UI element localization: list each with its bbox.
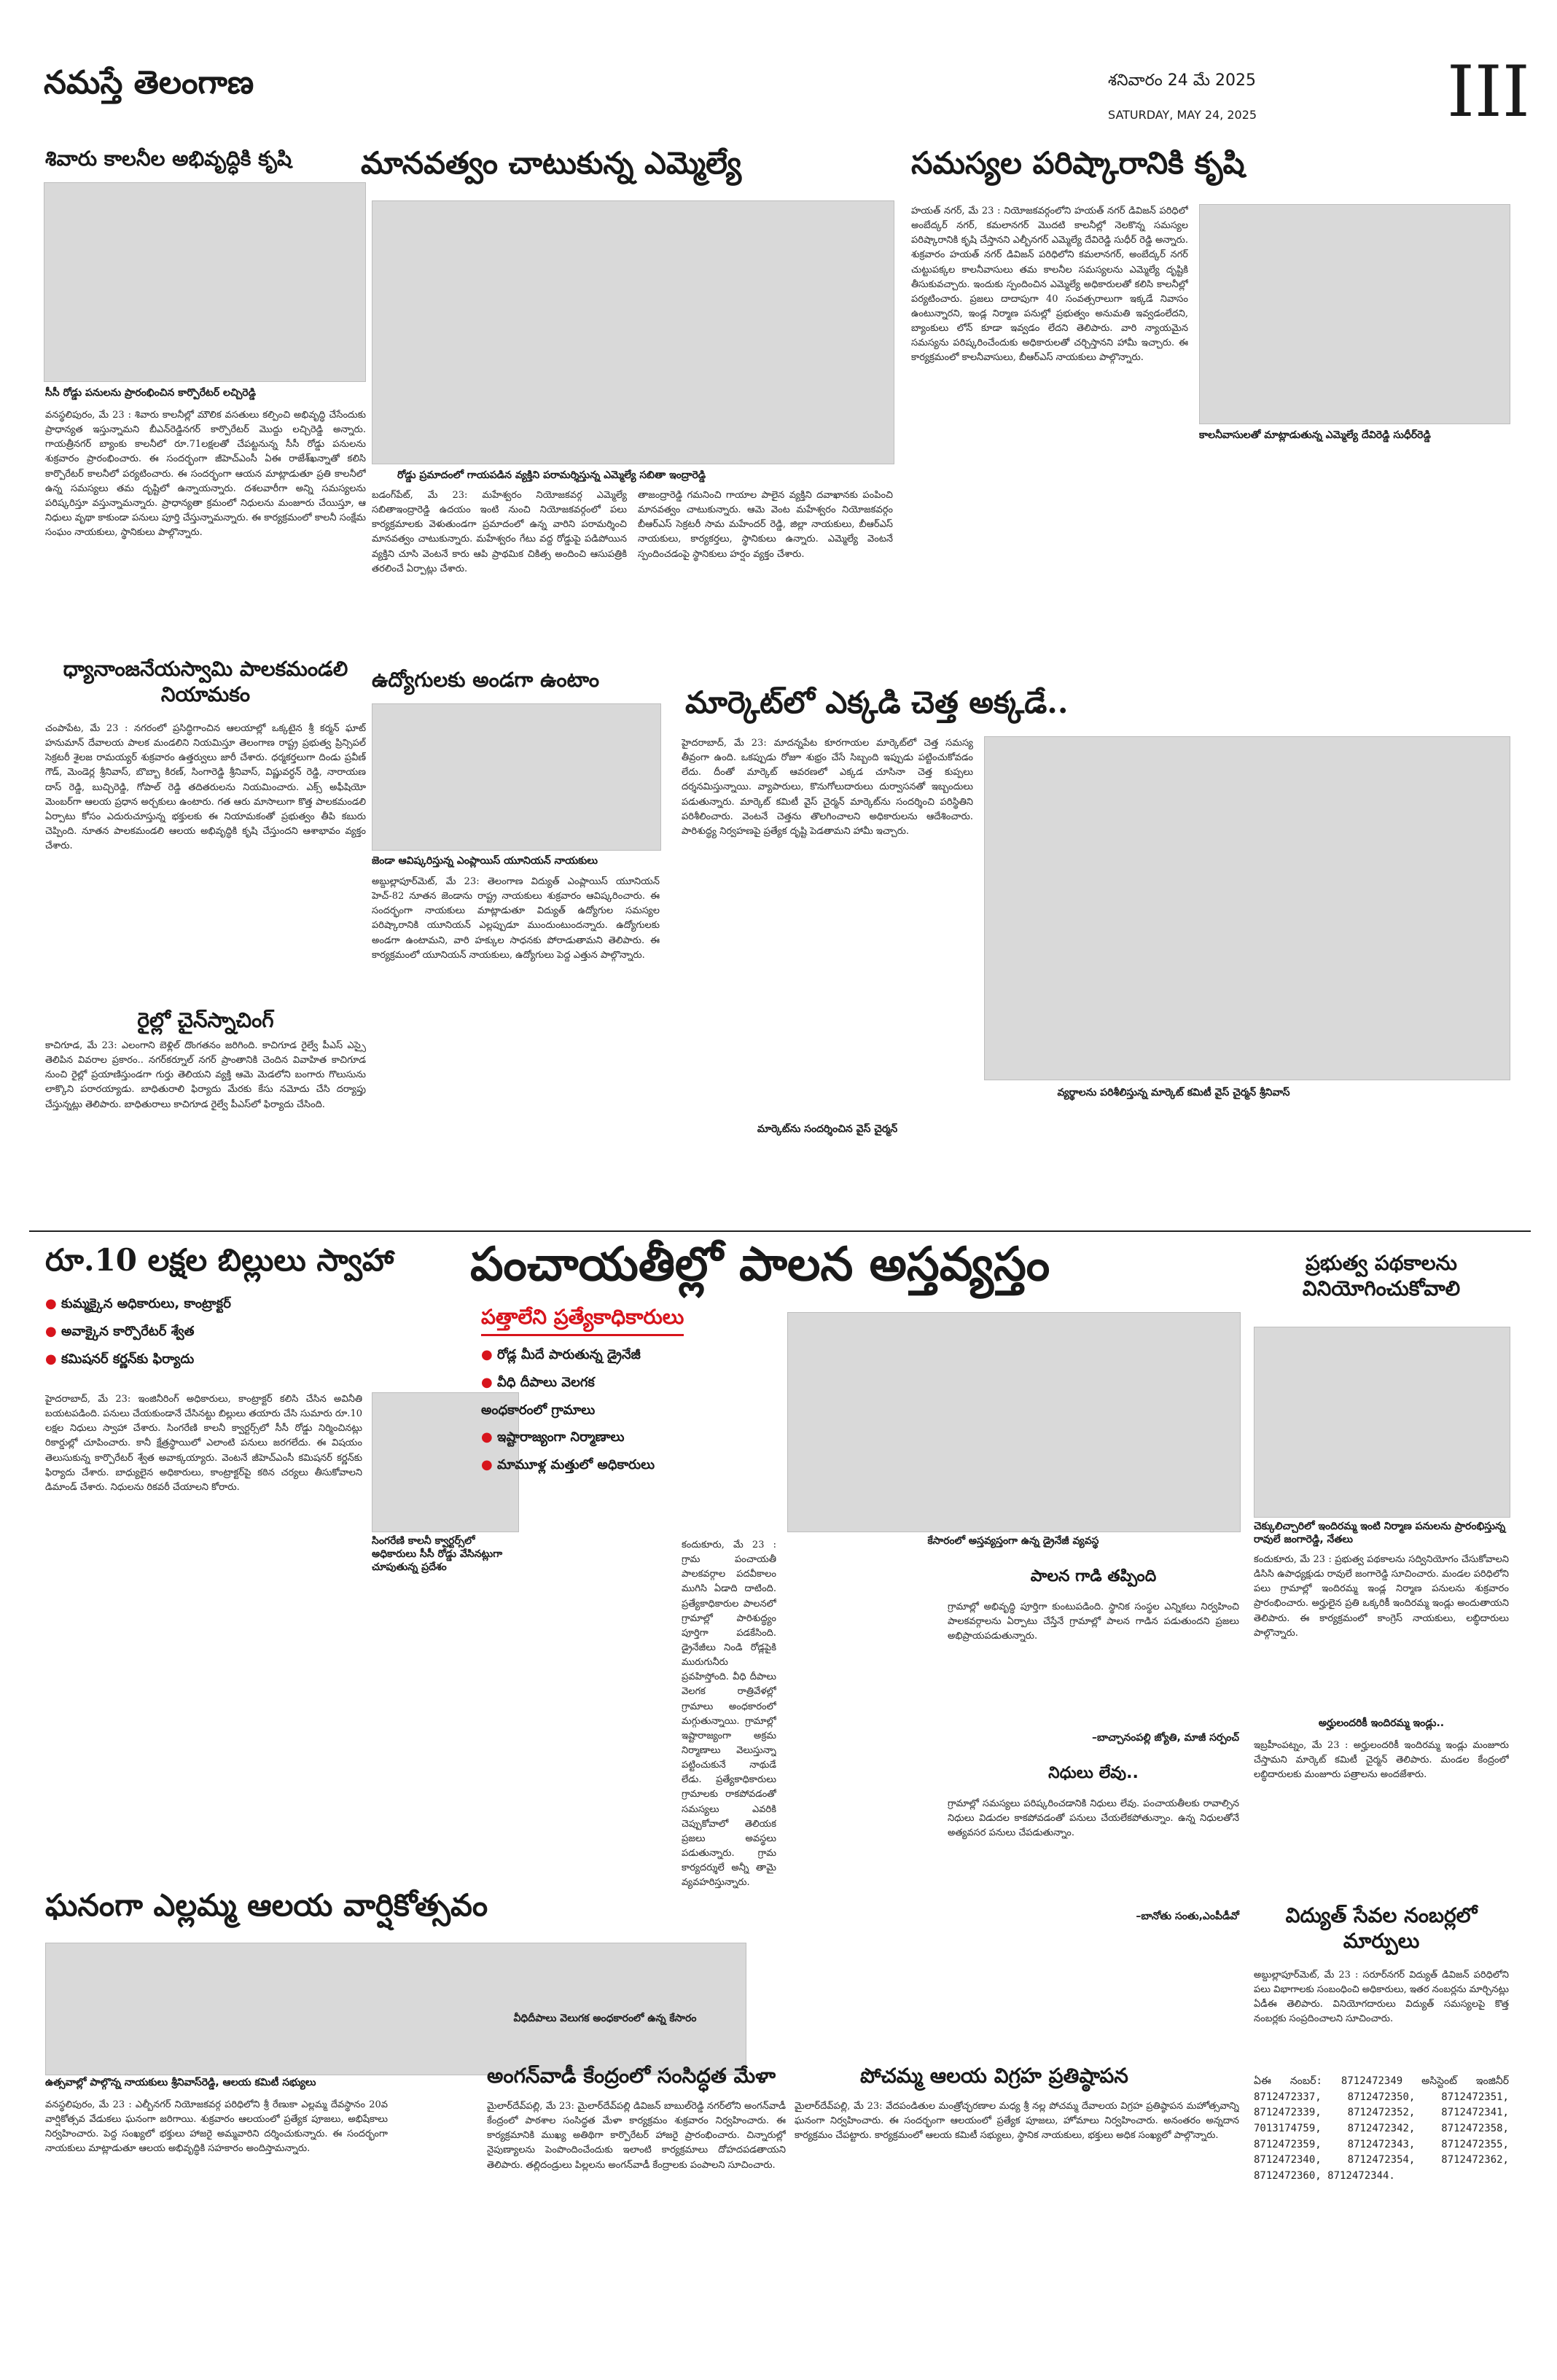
story2-photo [372, 200, 894, 464]
story14-body: మైలార్‌దేవ్‌పల్లి, మే 23: వేదపండితుల మంత్రోచ్ఛరణాల మధ్య శ్రీ నల్ల పోచమ్మ దేవాలయ విగ్రహ ప్రతిష్ఠాపన మహోత్సవాన్ని ఘనంగా నిర్వహించారు. ఈ సందర్భంగా ఆలయంలో ప్రత్యేక పూజలు, హోమాలు నిర్వహించారు. అనంతరం అన్నదాన కార్యక్రమం చేపట్టారు. కార్యక్రమంలో ఆలయ కమిటీ సభ్యులు, స్థానిక నాయకులు, భక్తులు అధిక సంఖ్యలో పాల్గొన్నారు. [795, 2101, 1239, 2142]
story12-headline: ఘనంగా ఎల్లమ్మ ఆలయ వార్షికోత్సవం [45, 1887, 488, 1923]
story6-caption: జెండా ఆవిష్కరిస్తున్న ఎంప్లాయిస్ యూనియన్ నాయకులు [372, 855, 598, 867]
story10-headline: ప్రభుత్వ పథకాలను వినియోగించుకోవాలి [1302, 1251, 1461, 1300]
story5-headline: రైల్లో చైన్‌స్నాచింగ్ [137, 1008, 274, 1032]
story9-bullet: అంధకారంలో గ్రామాలు [481, 1402, 596, 1418]
story13-headline: అంగన్‌వాడీ కేంద్రంలో సంసిద్ధత మేళా [487, 2064, 776, 2088]
story7-body: హైదరాబాద్, మే 23: మాదన్నపేట కూరగాయల మార్కెట్‌లో చెత్త సమస్య తీవ్రంగా ఉంది. ఒకప్పుడు రోజూ శుభ్రం చేసే సిబ్బంది ఇప్పుడు పట్టించుకోవడం లేదు. దీంతో మార్కెట్ ఆవరణలో ఎక్కడ చూసినా చెత్త కుప్పలు దర్శనమిస్తున్నాయి. వ్యాపారులు, కొనుగోలుదారులు దుర్వాసనతో ఇబ్బందులు పడుతున్నారు. మార్కెట్ కమిటీ వైస్ చైర్మన్ మార్కెట్‌ను సందర్శించి పరిస్థితిని పరిశీలించారు. వెంటనే చెత్తను తొలగించాలని అధికారులను ఆదేశించారు. పారిశుద్ధ్య నిర్వహణపై ప్రత్యేక దృష్టి పెడతామని హామీ ఇచ్చారు. [682, 738, 973, 837]
story9-headline: పంచాయతీల్లో పాలన అస్తవ్యస్తం [470, 1237, 1050, 1292]
story11-numbers: ఏఈ నంబర్: 8712472349 అసిస్టెంట్ ఇంజినీర్ 8712472337, 8712472350, 8712472351, 8712472339, 8712472352, 8712472341, 7013174759, 8712472342, 8712472358, 8712472359, 8712472343, 8712472355, 8712472340, 8712472354, 8712472362, 8712472360, 8712472344. [1254, 2075, 1509, 2182]
story10-photo [1254, 1327, 1510, 1518]
story6-photo [372, 703, 661, 851]
story8-caption: సింగరేణి కాలనీ క్వార్టర్స్‌లో అధికారులు సీసీ రోడ్డు వేసినట్లుగా చూపుతున్న ప్రదేశం [372, 1535, 503, 1574]
story3-body: హయత్ నగర్, మే 23 : నియోజకవర్గంలోని హయత్ నగర్ డివిజన్ పరిధిలో అంబేద్కర్ నగర్, కమలానగర్ మొదటి కాలనీల్లో నెలకొన్న సమస్యల పరిష్కారానికి కృషి చేస్తానని ఎల్బీనగర్ ఎమ్మెల్యే దేవిరెడ్డి సుధీర్ రెడ్డి అన్నారు. శుక్రవారం హయత్ నగర్ డివిజన్ పరిధిలోని కమలానగర్, అంబేద్కర్ నగర్ చుట్టుపక్కల కాలనీవాసులు తమ కాలనీల సమస్యలను ఎమ్మెల్యే దృష్టికి తీసుకువచ్చారు. ఇందుకు స్పందించిన ఎమ్మెల్యే అధికారులతో కలిసి కాలనీల్లో పర్యటించారు. ప్రజలు దాదాపుగా 40 సంవత్సరాలుగా ఇక్కడే నివాసం ఉంటున్నారని, ఇండ్ల నిర్మాణ పనుల్లో ప్రభుత్వం అనుమతి ఇవ్వడంలేదని, బ్యాంకులు లోన్ కూడా ఇవ్వడం లేదని తెలిపారు. వారి న్యాయమైన సమస్యను పరిష్కరించేందుకు అధికారులతో చర్చిస్తానని హామీ ఇచ్చారు. ఈ కార్యక్రమంలో కాలనీవాసులు, బీఆర్‌ఎస్ నాయకులు పాల్గొన్నారు. [911, 206, 1188, 364]
story9-sub1: పాలన గాడి తప్పింది [1030, 1567, 1157, 1585]
story4-headline: ధ్యానాంజనేయస్వామి పాలకమండలి నియామకం [63, 657, 348, 706]
story3-caption: కాలనీవాసులతో మాట్లాడుతున్న ఎమ్మెల్యే దేవిరెడ్డి సుధీర్‌రెడ్డి [1199, 429, 1431, 441]
story9-sub2-quote: –బానోతు సంతు,ఎంపీడీవో [1136, 1911, 1239, 1922]
story1-headline: శివారు కాలనీల అభివృద్ధికి కృషి [45, 147, 292, 171]
story6-body: అబ్దుల్లాపూర్‌మెట్, మే 23: తెలంగాణ విద్యుత్ ఎంప్లాయిస్ యూనియన్ హెచ్-82 నూతన జెండాను రాష్ట్ర నాయకులు శుక్రవారం ఆవిష్కరించారు. ఈ సందర్భంగా నాయకులు మాట్లాడుతూ విద్యుత్ ఉద్యోగుల సమస్యల పరిష్కారానికి యూనియన్ ఎల్లప్పుడూ ముందుంటుందన్నారు. ఉద్యోగులకు అండగా ఉంటామని, వారి హక్కుల సాధనకు పోరాడుతామని తెలిపారు. ఈ కార్యక్రమంలో యూనియన్ నాయకులు, ఉద్యోగులు పెద్ద ఎత్తున పాల్గొన్నారు. [372, 876, 660, 961]
story9-photo [787, 1312, 1241, 1532]
story11-headline: విద్యుత్ సేవల నంబర్లలో మార్పులు [1285, 1903, 1478, 1953]
story9-sub1-quote: –బాచ్చానంపల్లి జ్యోతి, మాజీ సర్పంచ్ [1092, 1732, 1239, 1744]
story8-bullet: ● అవాక్కైన కార్పొరేటర్ శ్వేత [45, 1323, 195, 1339]
story1-photo [44, 182, 366, 382]
story7-headline: మార్కెట్‌లో ఎక్కడి చెత్త అక్కడే.. [685, 684, 1069, 720]
story9-caption: కేసారంలో అస్తవ్యస్తంగా ఉన్న డ్రైనేజీ వ్యవస్థ [927, 1535, 1099, 1547]
story4-body: చంపాపేట, మే 23 : నగరంలో ప్రసిద్ధిగాంచిన ఆలయాల్లో ఒక్కటైన శ్రీ కర్మన్ ఘాట్ హనుమాన్ దేవాలయ పాలక మండలిని నియమిస్తూ తెలంగాణ రాష్ట్ర ప్రభుత్వ ప్రిన్సిపల్ సెక్రటరీ శైలజ రామయ్యర్ శుక్రవారం ఉత్తర్వులు జారీ చేశారు. ధర్మకర్తలుగా దిండు ప్రవీణ్ గౌడ్, మెండెర్ల శ్రీనివాస్, బొబ్బా కిరణ్, సింగారెడ్డి శ్రీనివాస్, విష్ణువర్ధన్ రెడ్డి, నారాయణ దాస్ రెడ్డి, బుచ్చిరెడ్డి, గోపాల్ రెడ్డి తదితరులను నియమించారు. ఎక్స్ అఫీషియో మెంబర్‌గా ఆలయ ప్రధాన అర్చకులు ఉంటారు. గత ఆరు మాసాలుగా కొత్త పాలకమండలి ఏర్పాటు కోసం ఎదురుచూస్తున్న భక్తులకు ఈ నియామకంతో ప్రభుత్వం తీపి కబురు చెప్పింది. నూతన పాలకమండలి ఆలయ అభివృద్ధికి కృషి చేస్తుందని ఆశాభావం వ్యక్తం చేశారు. [45, 723, 366, 852]
date-telugu: శనివారం 24 మే 2025 [1108, 71, 1257, 90]
story9-kicker: పత్తాలేని ప్రత్యేకాధికారులు [481, 1305, 684, 1336]
story13-body: మైలార్‌దేవ్‌పల్లి, మే 23: మైలార్‌దేవ్‌పల్లి డివిజన్ బాబుల్‌రెడ్డి నగర్‌లోని అంగన్‌వాడీ కేంద్రంలో పాఠశాల సంసిద్ధత మేళా కార్యక్రమం శుక్రవారం నిర్వహించారు. ఈ కార్యక్రమానికి ముఖ్య అతిథిగా కార్పొరేటర్ హాజరై ప్రారంభించారు. చిన్నారుల్లో నైపుణ్యాలను పెంపొందించేందుకు ఇలాంటి కార్యక్రమాలు దోహదపడతాయని తెలిపారు. తల్లిదండ్రులు పిల్లలను అంగన్‌వాడీ కేంద్రాలకు పంపాలని సూచించారు. [487, 2101, 786, 2171]
story3-headline: సమస్యల పరిష్కారానికి కృషి [911, 145, 1245, 181]
story8-bullet: ● కమిషనర్‌ కర్ణన్‌కు ఫిర్యాదు [45, 1351, 195, 1367]
story12-photo [45, 1943, 746, 2075]
story8-bullet: ● కుమ్మక్కైన అధికారులు, కాంట్రాక్టర్ [45, 1296, 231, 1311]
story9-sub2-body: గ్రామాల్లో సమస్యలు పరిష్కరించడానికి నిధులు లేవు. పంచాయతీలకు రావాల్సిన నిధులు విడుదల కాకపోవడంతో పనులు చేయలేకపోతున్నాం. ఉన్న నిధులతోనే అత్యవసర పనులు చేపడుతున్నాం. [948, 1798, 1239, 1839]
story9-bullet: ● మామూళ్ల మత్తులో అధికారులు [481, 1457, 655, 1473]
story2-body-a: బడంగ్‌పేట్, మే 23: మహేశ్వరం నియోజకవర్గ ఎమ్మెల్యే సబితాఇంద్రారెడ్డి ఉదయం ఇంటి నుంచి నియోజకవర్గంలో పలు కార్యక్రమాలకు వెళుతుండగా ప్రమాదంలో ఉన్న వారిని పరామర్శించి మానవత్వం చాటుకున్నారు. మహేశ్వరం గేటు వద్ద రోడ్డుపై పడిపోయిన వ్యక్తిని చూసి వెంటనే కారు ఆపి ప్రాథమిక చికిత్స అందించి ఆసుపత్రికి తరలించే ఏర్పాట్లు చేశారు. [372, 490, 627, 574]
story10-caption: చెక్కులిచ్చారిలో ఇందిరమ్మ ఇంటి నిర్మాణ పనులను ప్రారంభిస్తున్న రావులే జంగారెడ్డి, నేతలు [1254, 1521, 1506, 1546]
story9-bullets [481, 1341, 773, 1479]
story1-body: వనస్థలిపురం, మే 23 : శివారు కాలనీల్లో మౌలిక వసతులు కల్పించి అభివృద్ధి చేసేందుకు ప్రాధాన్యత ఇస్తున్నామని బీఎన్‌రెడ్డినగర్ కార్పొరేటర్ మొద్దు లచ్చిరెడ్డి అన్నారు. గాయత్రీనగర్ బ్యాంకు కాలనీలో రూ.71లక్షలతో చేపట్టనున్న సీసీ రోడ్డు పనులను శుక్రవారం ప్రారంభించారు. ఈ సందర్భంగా జీహెచ్‌ఎంసీ ఏఈ రాజేశ్‌ఖన్నాతో కలిసి కార్పొరేటర్ కాలనీలో పర్యటించారు. ఈ సందర్భంగా ఆయన మాట్లాడుతూ ప్రతి కాలనీలో ఉన్న సమస్యలు తమ దృష్టిలో ఉన్నాయన్నారు. దశలవారీగా అన్ని సమస్యలను పరిష్కరిస్తూ వస్తున్నామన్నారు. ప్రాధాన్యతా క్రమంలో నిధులను మంజూరు చేయిస్తూ, ఆ నిధులు వృథా కాకుండా పనులు పూర్తి చేస్తున్నామన్నారు. ఈ కార్యక్రమంలో కాలనీ సంక్షేమ సంఘం నాయకులు, స్థానికులు పాల్గొన్నారు. [45, 410, 366, 539]
story10-body: కందుకూరు, మే 23 : ప్రభుత్వ పథకాలను సద్వినియోగం చేసుకోవాలని డిసిసి ఉపాధ్యక్షుడు రావులే జంగారెడ్డి సూచించారు. మండల పరిధిలోని పలు గ్రామాల్లో ఇందిరమ్మ ఇండ్ల నిర్మాణ పనులను శుక్రవారం ప్రారంభించారు. అర్హులైన ప్రతి ఒక్కరికీ ఇందిరమ్మ ఇండ్లు అందుతాయని తెలిపారు. ఈ కార్యక్రమంలో కాంగ్రెస్ నాయకులు, లబ్ధిదారులు పాల్గొన్నారు. [1254, 1554, 1509, 1639]
story6-headline: ఉద్యోగులకు అండగా ఉంటాం [372, 668, 600, 692]
story2-caption: రోడ్డు ప్రమాదంలో గాయపడిన వ్యక్తిని పరామర్శిస్తున్న ఎమ్మెల్యే సబితా ఇంద్రారెడ్డి [397, 469, 706, 481]
page-number: III [1447, 51, 1530, 133]
story13-photo-caption: వీధిదీపాలు వెలుగక అంధకారంలో ఉన్న కేసారం [513, 2013, 697, 2024]
story10-subhead: అర్హులందరికీ ఇందిరమ్మ ఇండ్లు.. [1318, 1717, 1445, 1729]
story8-body: హైదరాబాద్, మే 23: ఇంజినీరింగ్ అధికారులు, కాంట్రాక్టర్ కలిసి చేసిన అవినీతి బయటపడింది. పనులు చేయకుండానే చేసినట్టు బిల్లులు తయారు చేసి సుమారు రూ.10 లక్షల నిధులు స్వాహా చేశారు. సింగరేణి కాలనీ క్వార్టర్స్‌లో సీసీ రోడ్డు నిర్మించినట్లు రికార్డుల్లో చూపించారు. కానీ క్షేత్రస్థాయిలో ఎలాంటి పనులు జరగలేదు. ఈ విషయం తెలుసుకున్న కార్పొరేటర్ శ్వేత అవాక్కయ్యారు. వెంటనే జీహెచ్‌ఎంసీ కమిషనర్ కర్ణన్‌కు ఫిర్యాదు చేశారు. బాధ్యులైన అధికారులు, కాంట్రాక్టర్‌పై కఠిన చర్యలు తీసుకోవాలని డిమాండ్ చేశారు. నిధులను రికవరీ చేయాలని కోరారు. [45, 1394, 362, 1493]
story8-bullets [45, 1290, 366, 1373]
story7-subhead: మార్కెట్‌ను సందర్శించిన వైస్ చైర్మన్ [757, 1123, 898, 1135]
masthead: నమస్తే తెలంగాణ [44, 64, 254, 101]
story5-body: కాచిగూడ, మే 23: ఎలంగాని బెళ్లిల్ దొంగతనం జరిగింది. కాచిగూడ రైల్వే పీఎస్ ఎస్సై తెలిపిన వివరాల ప్రకారం.. నగర్‌కర్నూల్ నగర్ ప్రాంతానికి చెందిన వివాహిత కాచిగూడ నుంచి రైల్లో ప్రయాణిస్తుండగా గుర్తు తెలియని వ్యక్తి ఆమె మెడలోని బంగారు గొలుసును లాక్కొని పరారయ్యాడు. బాధితురాలి ఫిర్యాదు మేరకు కేసు నమోదు చేసి దర్యాప్తు చేస్తున్నట్లు తెలిపారు. బాధితురాలు కాచిగూడ రైల్వే పీఎస్‌లో ఫిర్యాదు చేసింది. [45, 1040, 366, 1110]
story14-headline: పోచమ్మ ఆలయ విగ్రహ ప్రతిష్ఠాపన [860, 2064, 1128, 2088]
section-divider [29, 1230, 1531, 1232]
story9-bullet: ● రోడ్ల మీదే పారుతున్న డ్రైనేజీ [481, 1347, 641, 1362]
story9-sub2: నిధులు లేవు.. [1048, 1764, 1139, 1782]
story3-photo [1199, 204, 1510, 424]
story12-body: వనస్థలిపురం, మే 23 : ఎల్బీనగర్ నియోజకవర్గ పరిధిలోని శ్రీ రేణుకా ఎల్లమ్మ దేవస్థానం 20వ వార్షికోత్సవ వేడుకలు ఘనంగా జరిగాయి. శుక్రవారం ఆలయంలో ప్రత్యేక పూజలు, అభిషేకాలు నిర్వహించారు. పెద్ద సంఖ్యలో భక్తులు హాజరై అమ్మవారిని దర్శించుకున్నారు. ఈ సందర్భంగా నాయకులు మాట్లాడుతూ ఆలయ అభివృద్ధికి సహకారం అందిస్తామన్నారు. [45, 2099, 388, 2155]
story9-bullet: ● వీధి దీపాలు వెలగక [481, 1374, 595, 1390]
story9-sub1-body: గ్రామాల్లో అభివృద్ధి పూర్తిగా కుంటుపడింది. స్థానిక సంస్థల ఎన్నికలు నిర్వహించి పాలకవర్గాలను ఏర్పాటు చేస్తేనే గ్రామాల్లో పాలన గాడిన పడుతుందని ప్రజలు అభిప్రాయపడుతున్నారు. [948, 1601, 1239, 1642]
story10-sub-body: ఇబ్రహీంపట్నం, మే 23 : అర్హులందరికీ ఇందిరమ్మ ఇండ్లు మంజూరు చేస్తామని మార్కెట్ కమిటీ చైర్మన్ తెలిపారు. మండల కేంద్రంలో లబ్ధిదారులకు మంజూరు పత్రాలను అందజేశారు. [1254, 1740, 1509, 1781]
story2-headline: మానవత్వం చాటుకున్న ఎమ్మెల్యే [361, 145, 742, 181]
story9-bullet: ● ఇష్టారాజ్యంగా నిర్మాణాలు [481, 1429, 625, 1445]
story11-body: అబ్దుల్లాపూర్‌మెట్, మే 23 : సరూర్‌నగర్ విద్యుత్ డివిజన్ పరిధిలోని పలు విభాగాలకు సంబంధించి అధికారులు, ఇతర నంబర్లను మార్చినట్లు ఏడీఈ తెలిపారు. వినియోగదారులు విద్యుత్ సమస్యలపై కొత్త నంబర్లకు సంప్రదించాలని సూచించారు. [1254, 1970, 1509, 2025]
story7-caption: వ్యర్థాలను పరిశీలిస్తున్న మార్కెట్ కమిటీ వైస్ చైర్మన్ శ్రీనివాస్ [1057, 1087, 1290, 1099]
story1-caption: సీసీ రోడ్డు పనులను ప్రారంభించిన కార్పొరేటర్ లచ్చిరెడ్డి [45, 387, 256, 399]
story8-headline: రూ.10 లక్షల బిల్లులు స్వాహా [45, 1242, 394, 1278]
date-english: SATURDAY, MAY 24, 2025 [1108, 108, 1257, 122]
story12-caption: ఉత్సవాల్లో పాల్గొన్న నాయకులు శ్రీనివాస్‌రెడ్డి, ఆలయ కమిటీ సభ్యులు [45, 2077, 316, 2088]
story9-body: కందుకూరు, మే 23 : గ్రామ పంచాయతీ పాలకవర్గాల పదవీకాలం ముగిసి ఏడాది దాటింది. ప్రత్యేకాధికారుల పాలనలో గ్రామాల్లో పారిశుద్ధ్యం పూర్తిగా పడకేసింది. డ్రైనేజీలు నిండి రోడ్లపైకి మురుగునీరు ప్రవహిస్తోంది. వీధి దీపాలు వెలగక రాత్రివేళల్లో గ్రామాలు అంధకారంలో మగ్గుతున్నాయి. గ్రామాల్లో ఇష్టారాజ్యంగా అక్రమ నిర్మాణాలు వెలుస్తున్నా పట్టించుకునే నాథుడే లేడు. ప్రత్యేకాధికారులు గ్రామాలకు రాకపోవడంతో సమస్యలు ఎవరికి చెప్పుకోవాలో తెలియక ప్రజలు అవస్థలు పడుతున్నారు. గ్రామ కార్యదర్శులే అన్నీ తామై వ్యవహరిస్తున్నారు. [682, 1540, 776, 1889]
story2-body-b: తాజంద్రారెడ్డి గమనించి గాయాల పాలైన వ్యక్తిని దవాఖానకు పంపించి మానవత్వం చాటుకున్నారు. ఆమె వెంట మహేశ్వరం నియోజకవర్గం బీఆర్‌ఎస్ సెక్రటరీ సామ మహేందర్ రెడ్డి, జిల్లా నాయకులు, బీఆర్‌ఎస్ నాయకులు, కార్యకర్తలు, స్థానికులు ఉన్నారు. ఎమ్మెల్యే వెంటనే స్పందించడంపై స్థానికులు హర్షం వ్యక్తం చేశారు. [638, 490, 893, 560]
story7-photo [984, 736, 1510, 1080]
